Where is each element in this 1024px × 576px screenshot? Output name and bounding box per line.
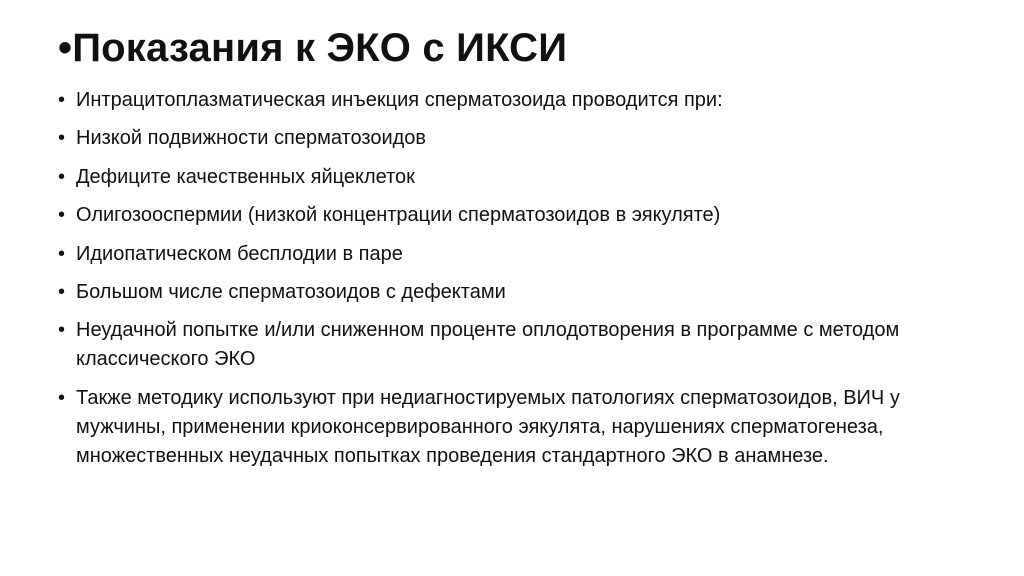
list-item [58,240,948,269]
slide-title [58,22,567,74]
list-item [58,316,948,374]
list-item-text: Низкой подвижности сперматозоидов [76,127,427,150]
list-item-text: Также методику используют при недиагностируемых патологиях сперматозоидов, ВИЧ у мужчины, применении криоконсервированного эякулята, нарушениях сперматогенеза, множественных неудачных попытках проведения стандартного ЭКО в анамнезе. [76,386,900,467]
list-item-text: Большом числе сперматозоидов с дефектами [76,280,506,303]
bullet-list [58,86,948,480]
bullet-icon: • [58,319,66,342]
list-item [58,278,948,307]
bullet-icon: • [58,89,66,111]
list-item-text: Идиопатическом бесплодии в паре [76,242,403,265]
list-item-text: Интрацитоплазматическая инъекция сперматозоида проводится при: [76,89,723,111]
list-item [58,201,948,230]
list-item [58,384,948,471]
bullet-icon: • [58,127,66,150]
list-item-text: Дефиците качественных яйцеклеток [76,165,415,188]
bullet-icon: • [58,165,66,188]
bullet-icon: • [58,242,66,265]
list-item-text: Олигозооспермии (низкой концентрации сперматозоидов в эякуляте) [76,204,721,227]
bullet-icon: • [58,280,66,303]
title-bullet: • [58,26,73,70]
list-item [58,163,948,192]
bullet-icon: • [58,204,66,227]
list-item [58,86,948,115]
list-item-text: Неудачной попытке и/или сниженном проценте оплодотворения в программе с методом классического ЭКО [76,319,900,371]
list-item [58,124,948,153]
bullet-icon: • [58,386,66,409]
slide-title-text: Показания к ЭКО с ИКСИ [72,26,568,70]
